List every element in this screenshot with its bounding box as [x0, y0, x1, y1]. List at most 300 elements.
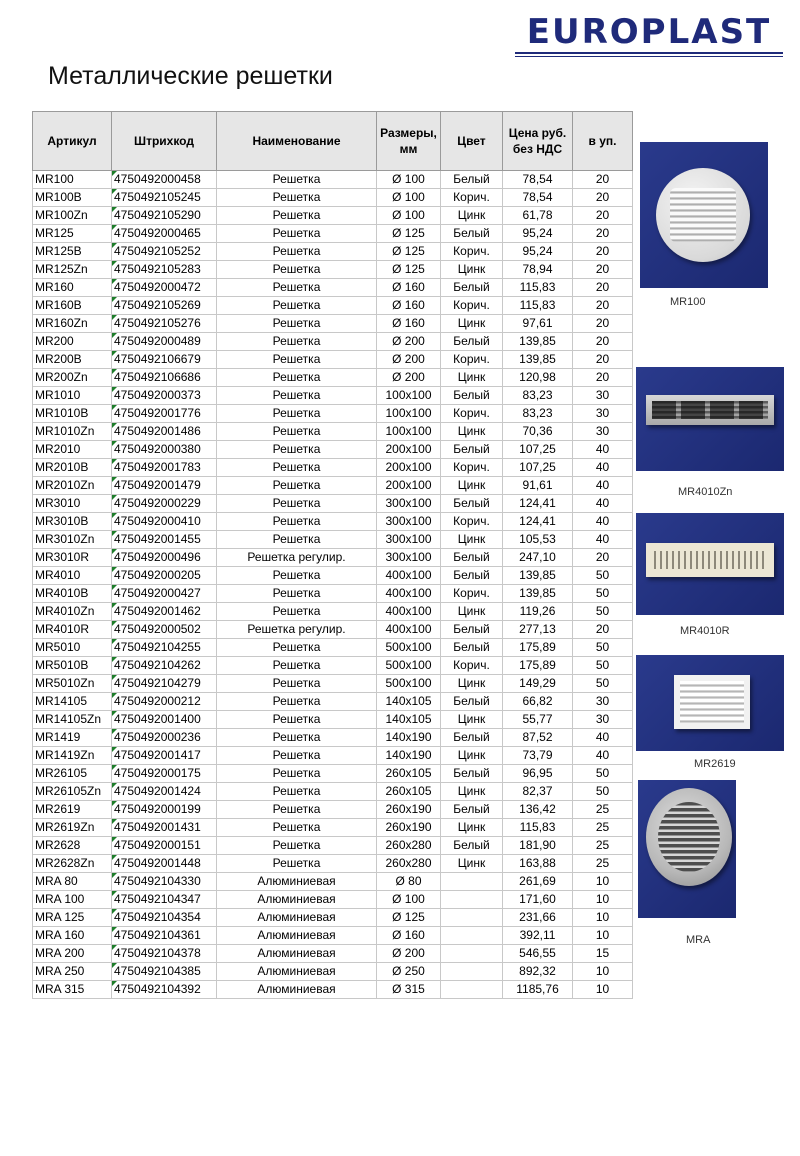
cell-article: MR200 [33, 333, 112, 351]
cell-color: Белый [441, 441, 503, 459]
cell-barcode: 4750492000373 [112, 387, 217, 405]
cell-article: MR5010B [33, 657, 112, 675]
cell-size: Ø 100 [377, 891, 441, 909]
cell-pack: 40 [573, 513, 633, 531]
table-row [33, 207, 633, 225]
table-row [33, 549, 633, 567]
cell-pack: 20 [573, 279, 633, 297]
cell-article: MR1419Zn [33, 747, 112, 765]
cell-price: 83,23 [503, 387, 573, 405]
cell-color: Корич. [441, 297, 503, 315]
table-row [33, 711, 633, 729]
cell-article: MR1419 [33, 729, 112, 747]
cell-pack: 50 [573, 567, 633, 585]
cell-pack: 40 [573, 441, 633, 459]
cell-pack: 20 [573, 171, 633, 189]
table-row [33, 369, 633, 387]
cell-barcode: 4750492001455 [112, 531, 217, 549]
cell-size: 400x100 [377, 603, 441, 621]
cell-name: Решетка [217, 441, 377, 459]
cell-size: 260x190 [377, 819, 441, 837]
cell-pack: 20 [573, 351, 633, 369]
cell-barcode: 4750492106686 [112, 369, 217, 387]
table-row [33, 189, 633, 207]
cell-color: Цинк [441, 477, 503, 495]
cell-pack: 10 [573, 981, 633, 999]
product-photo-mr4010r [636, 513, 784, 615]
cell-barcode: 4750492001486 [112, 423, 217, 441]
cell-pack: 10 [573, 873, 633, 891]
cell-name: Решетка [217, 333, 377, 351]
cell-barcode: 4750492104385 [112, 963, 217, 981]
cell-color: Белый [441, 279, 503, 297]
cell-barcode: 4750492000410 [112, 513, 217, 531]
cell-size: Ø 160 [377, 315, 441, 333]
table-row [33, 567, 633, 585]
cell-price: 78,54 [503, 171, 573, 189]
cell-name: Решетка [217, 567, 377, 585]
cell-color: Корич. [441, 189, 503, 207]
cell-pack: 20 [573, 621, 633, 639]
cell-size: 200x100 [377, 477, 441, 495]
cell-size: Ø 250 [377, 963, 441, 981]
product-photo-mra [638, 780, 736, 918]
cell-name: Решетка [217, 819, 377, 837]
cell-name: Решетка [217, 837, 377, 855]
cell-price: 163,88 [503, 855, 573, 873]
cell-price: 105,53 [503, 531, 573, 549]
cell-barcode: 4750492104354 [112, 909, 217, 927]
cell-name: Решетка [217, 297, 377, 315]
table-row [33, 243, 633, 261]
cell-pack: 50 [573, 765, 633, 783]
cell-name: Решетка [217, 531, 377, 549]
cell-barcode: 4750492000496 [112, 549, 217, 567]
cell-pack: 40 [573, 459, 633, 477]
cell-article: MRA 250 [33, 963, 112, 981]
cell-barcode: 4750492104330 [112, 873, 217, 891]
photo-caption: MRA [686, 934, 711, 946]
cell-color: Корич. [441, 405, 503, 423]
cell-price: 892,32 [503, 963, 573, 981]
cell-price: 78,94 [503, 261, 573, 279]
cell-article: MR160 [33, 279, 112, 297]
cell-size: Ø 125 [377, 243, 441, 261]
cell-pack: 20 [573, 261, 633, 279]
cell-article: MR5010 [33, 639, 112, 657]
cell-size: 100x100 [377, 423, 441, 441]
table-row [33, 405, 633, 423]
cell-color [441, 927, 503, 945]
cell-name: Решетка [217, 603, 377, 621]
cell-color [441, 873, 503, 891]
cell-pack: 30 [573, 423, 633, 441]
cell-article: MR4010 [33, 567, 112, 585]
cell-price: 70,36 [503, 423, 573, 441]
cell-price: 119,26 [503, 603, 573, 621]
cell-color [441, 891, 503, 909]
rect-grille-image [646, 543, 774, 577]
cell-color: Белый [441, 621, 503, 639]
cell-size: 300x100 [377, 531, 441, 549]
cell-name: Алюминиевая [217, 873, 377, 891]
cell-price: 139,85 [503, 351, 573, 369]
cell-article: MR2010 [33, 441, 112, 459]
cell-name: Решетка [217, 711, 377, 729]
table-row [33, 801, 633, 819]
cell-barcode: 4750492001400 [112, 711, 217, 729]
cell-article: MR100Zn [33, 207, 112, 225]
cell-article: MRA 100 [33, 891, 112, 909]
cell-size: 200x100 [377, 459, 441, 477]
table-row [33, 459, 633, 477]
cell-barcode: 4750492001424 [112, 783, 217, 801]
cell-name: Решетка регулир. [217, 621, 377, 639]
cell-price: 1185,76 [503, 981, 573, 999]
cell-article: MR2619Zn [33, 819, 112, 837]
table-row [33, 927, 633, 945]
cell-article: MR2628 [33, 837, 112, 855]
cell-article: MR2628Zn [33, 855, 112, 873]
cell-name: Решетка [217, 225, 377, 243]
cell-size: Ø 160 [377, 297, 441, 315]
cell-color: Цинк [441, 423, 503, 441]
cell-color: Белый [441, 171, 503, 189]
cell-article: MR100B [33, 189, 112, 207]
cell-barcode: 4750492105252 [112, 243, 217, 261]
logo-text: EUROPLAST [526, 12, 772, 52]
cell-size: 140x105 [377, 693, 441, 711]
table-row [33, 981, 633, 999]
cell-size: 140x190 [377, 747, 441, 765]
cell-article: MRA 160 [33, 927, 112, 945]
cell-article: MR1010B [33, 405, 112, 423]
cell-article: MR3010R [33, 549, 112, 567]
cell-price: 61,78 [503, 207, 573, 225]
rect-grille-image [646, 395, 774, 425]
cell-barcode: 4750492105245 [112, 189, 217, 207]
cell-price: 87,52 [503, 729, 573, 747]
cell-price: 66,82 [503, 693, 573, 711]
cell-color: Цинк [441, 783, 503, 801]
cell-barcode: 4750492000458 [112, 171, 217, 189]
table-row [33, 819, 633, 837]
cell-pack: 30 [573, 711, 633, 729]
cell-price: 82,37 [503, 783, 573, 801]
cell-pack: 20 [573, 207, 633, 225]
cell-price: 139,85 [503, 585, 573, 603]
cell-pack: 20 [573, 369, 633, 387]
table-row [33, 333, 633, 351]
cell-color: Белый [441, 495, 503, 513]
cell-name: Решетка [217, 369, 377, 387]
cell-size: 500x100 [377, 675, 441, 693]
photo-caption: MR2619 [694, 758, 736, 770]
cell-article: MR4010Zn [33, 603, 112, 621]
cell-pack: 25 [573, 819, 633, 837]
cell-name: Решетка регулир. [217, 549, 377, 567]
cell-price: 392,11 [503, 927, 573, 945]
table-row [33, 657, 633, 675]
cell-article: MR2010B [33, 459, 112, 477]
cell-pack: 10 [573, 891, 633, 909]
cell-name: Алюминиевая [217, 891, 377, 909]
cell-name: Решетка [217, 495, 377, 513]
cell-name: Решетка [217, 657, 377, 675]
cell-pack: 50 [573, 603, 633, 621]
table-row [33, 855, 633, 873]
cell-size: 300x100 [377, 513, 441, 531]
cell-color: Белый [441, 387, 503, 405]
cell-color: Белый [441, 225, 503, 243]
cell-size: Ø 200 [377, 351, 441, 369]
header-barcode: Штрихкод [112, 112, 217, 171]
table-row [33, 621, 633, 639]
header-article: Артикул [33, 112, 112, 171]
table-row [33, 783, 633, 801]
cell-price: 115,83 [503, 819, 573, 837]
price-table [32, 111, 633, 999]
cell-price: 247,10 [503, 549, 573, 567]
cell-name: Решетка [217, 423, 377, 441]
cell-pack: 30 [573, 405, 633, 423]
table-row [33, 171, 633, 189]
cell-price: 546,55 [503, 945, 573, 963]
table-body [33, 171, 633, 999]
cell-color: Белый [441, 639, 503, 657]
cell-color: Цинк [441, 531, 503, 549]
cell-price: 261,69 [503, 873, 573, 891]
cell-size: 260x280 [377, 837, 441, 855]
cell-size: Ø 125 [377, 225, 441, 243]
cell-color: Цинк [441, 855, 503, 873]
cell-pack: 50 [573, 675, 633, 693]
cell-size: Ø 160 [377, 927, 441, 945]
table-row [33, 963, 633, 981]
table-row [33, 423, 633, 441]
table-row [33, 909, 633, 927]
table-row [33, 441, 633, 459]
cell-size: 400x100 [377, 585, 441, 603]
cell-article: MR4010B [33, 585, 112, 603]
cell-size: 260x105 [377, 765, 441, 783]
cell-article: MR1010Zn [33, 423, 112, 441]
cell-name: Решетка [217, 783, 377, 801]
cell-price: 96,95 [503, 765, 573, 783]
cell-article: MR200B [33, 351, 112, 369]
cell-barcode: 4750492001462 [112, 603, 217, 621]
cell-size: 500x100 [377, 639, 441, 657]
cell-name: Решетка [217, 693, 377, 711]
cell-barcode: 4750492105283 [112, 261, 217, 279]
cell-name: Алюминиевая [217, 945, 377, 963]
cell-barcode: 4750492105276 [112, 315, 217, 333]
cell-size: Ø 315 [377, 981, 441, 999]
table-row [33, 837, 633, 855]
cell-article: MR160B [33, 297, 112, 315]
cell-article: MR14105Zn [33, 711, 112, 729]
cell-barcode: 4750492000489 [112, 333, 217, 351]
cell-name: Алюминиевая [217, 963, 377, 981]
cell-color: Белый [441, 765, 503, 783]
cell-price: 107,25 [503, 441, 573, 459]
cell-name: Решетка [217, 207, 377, 225]
cell-color: Цинк [441, 675, 503, 693]
cell-color: Белый [441, 693, 503, 711]
cell-color: Цинк [441, 747, 503, 765]
table-row [33, 603, 633, 621]
table-row [33, 675, 633, 693]
cell-price: 97,61 [503, 315, 573, 333]
cell-barcode: 4750492000465 [112, 225, 217, 243]
header-pack: в уп. [573, 112, 633, 171]
cell-barcode: 4750492001431 [112, 819, 217, 837]
cell-article: MR2619 [33, 801, 112, 819]
cell-name: Решетка [217, 387, 377, 405]
cell-pack: 20 [573, 297, 633, 315]
mra-grille-image [646, 788, 732, 886]
cell-barcode: 4750492000151 [112, 837, 217, 855]
cell-barcode: 4750492106679 [112, 351, 217, 369]
cell-barcode: 4750492104378 [112, 945, 217, 963]
cell-article: MR5010Zn [33, 675, 112, 693]
cell-size: Ø 160 [377, 279, 441, 297]
cell-size: 260x190 [377, 801, 441, 819]
cell-article: MR26105Zn [33, 783, 112, 801]
cell-name: Решетка [217, 171, 377, 189]
table-row [33, 747, 633, 765]
cell-barcode: 4750492001783 [112, 459, 217, 477]
cell-article: MR2010Zn [33, 477, 112, 495]
cell-color: Цинк [441, 819, 503, 837]
cell-color: Цинк [441, 369, 503, 387]
cell-pack: 20 [573, 315, 633, 333]
cell-price: 115,83 [503, 297, 573, 315]
cell-price: 136,42 [503, 801, 573, 819]
rect-grille-image [674, 675, 750, 729]
cell-price: 124,41 [503, 495, 573, 513]
cell-price: 83,23 [503, 405, 573, 423]
cell-article: MRA 125 [33, 909, 112, 927]
cell-pack: 20 [573, 243, 633, 261]
cell-pack: 50 [573, 783, 633, 801]
cell-article: MR1010 [33, 387, 112, 405]
cell-size: 260x105 [377, 783, 441, 801]
cell-pack: 40 [573, 477, 633, 495]
cell-name: Решетка [217, 801, 377, 819]
cell-size: 260x280 [377, 855, 441, 873]
cell-barcode: 4750492104279 [112, 675, 217, 693]
cell-color: Корич. [441, 351, 503, 369]
cell-size: Ø 200 [377, 369, 441, 387]
cell-color [441, 981, 503, 999]
cell-name: Решетка [217, 189, 377, 207]
cell-color: Корич. [441, 459, 503, 477]
cell-size: 100x100 [377, 405, 441, 423]
cell-name: Решетка [217, 729, 377, 747]
cell-price: 175,89 [503, 639, 573, 657]
cell-color [441, 945, 503, 963]
cell-price: 181,90 [503, 837, 573, 855]
cell-article: MR160Zn [33, 315, 112, 333]
cell-pack: 40 [573, 531, 633, 549]
table-row [33, 585, 633, 603]
cell-color: Корич. [441, 513, 503, 531]
cell-name: Решетка [217, 855, 377, 873]
cell-color: Белый [441, 837, 503, 855]
table-row [33, 351, 633, 369]
cell-barcode: 4750492104255 [112, 639, 217, 657]
cell-color: Корич. [441, 657, 503, 675]
cell-article: MR14105 [33, 693, 112, 711]
europlast-logo [515, 14, 783, 54]
cell-color [441, 909, 503, 927]
cell-size: 140x190 [377, 729, 441, 747]
cell-name: Решетка [217, 315, 377, 333]
cell-barcode: 4750492000212 [112, 693, 217, 711]
cell-name: Решетка [217, 261, 377, 279]
cell-barcode: 4750492105290 [112, 207, 217, 225]
cell-barcode: 4750492000502 [112, 621, 217, 639]
cell-color: Цинк [441, 261, 503, 279]
cell-size: Ø 125 [377, 909, 441, 927]
cell-size: 200x100 [377, 441, 441, 459]
cell-price: 91,61 [503, 477, 573, 495]
table-row [33, 225, 633, 243]
cell-pack: 25 [573, 855, 633, 873]
cell-barcode: 4750492104262 [112, 657, 217, 675]
cell-barcode: 4750492000472 [112, 279, 217, 297]
table-row [33, 729, 633, 747]
table-row [33, 477, 633, 495]
cell-price: 231,66 [503, 909, 573, 927]
cell-size: 300x100 [377, 549, 441, 567]
cell-price: 95,24 [503, 225, 573, 243]
cell-article: MR125B [33, 243, 112, 261]
cell-name: Решетка [217, 585, 377, 603]
cell-color: Цинк [441, 207, 503, 225]
cell-barcode: 4750492000427 [112, 585, 217, 603]
table-row [33, 693, 633, 711]
cell-article: MR3010Zn [33, 531, 112, 549]
cell-pack: 40 [573, 747, 633, 765]
cell-price: 139,85 [503, 333, 573, 351]
table-row [33, 315, 633, 333]
cell-barcode: 4750492105269 [112, 297, 217, 315]
table-row [33, 891, 633, 909]
cell-size: 500x100 [377, 657, 441, 675]
cell-name: Решетка [217, 459, 377, 477]
table-row [33, 513, 633, 531]
cell-barcode: 4750492000175 [112, 765, 217, 783]
cell-size: Ø 100 [377, 189, 441, 207]
photo-caption: MR100 [670, 296, 706, 308]
photo-caption: MR4010Zn [678, 486, 733, 498]
cell-name: Решетка [217, 243, 377, 261]
cell-barcode: 4750492104361 [112, 927, 217, 945]
cell-article: MR4010R [33, 621, 112, 639]
table-row [33, 531, 633, 549]
cell-price: 73,79 [503, 747, 573, 765]
cell-barcode: 4750492001776 [112, 405, 217, 423]
cell-name: Решетка [217, 765, 377, 783]
cell-pack: 20 [573, 549, 633, 567]
logo-underline [515, 52, 783, 54]
cell-article: MRA 315 [33, 981, 112, 999]
table-row [33, 297, 633, 315]
cell-name: Решетка [217, 513, 377, 531]
product-photo-mr100 [640, 142, 768, 288]
